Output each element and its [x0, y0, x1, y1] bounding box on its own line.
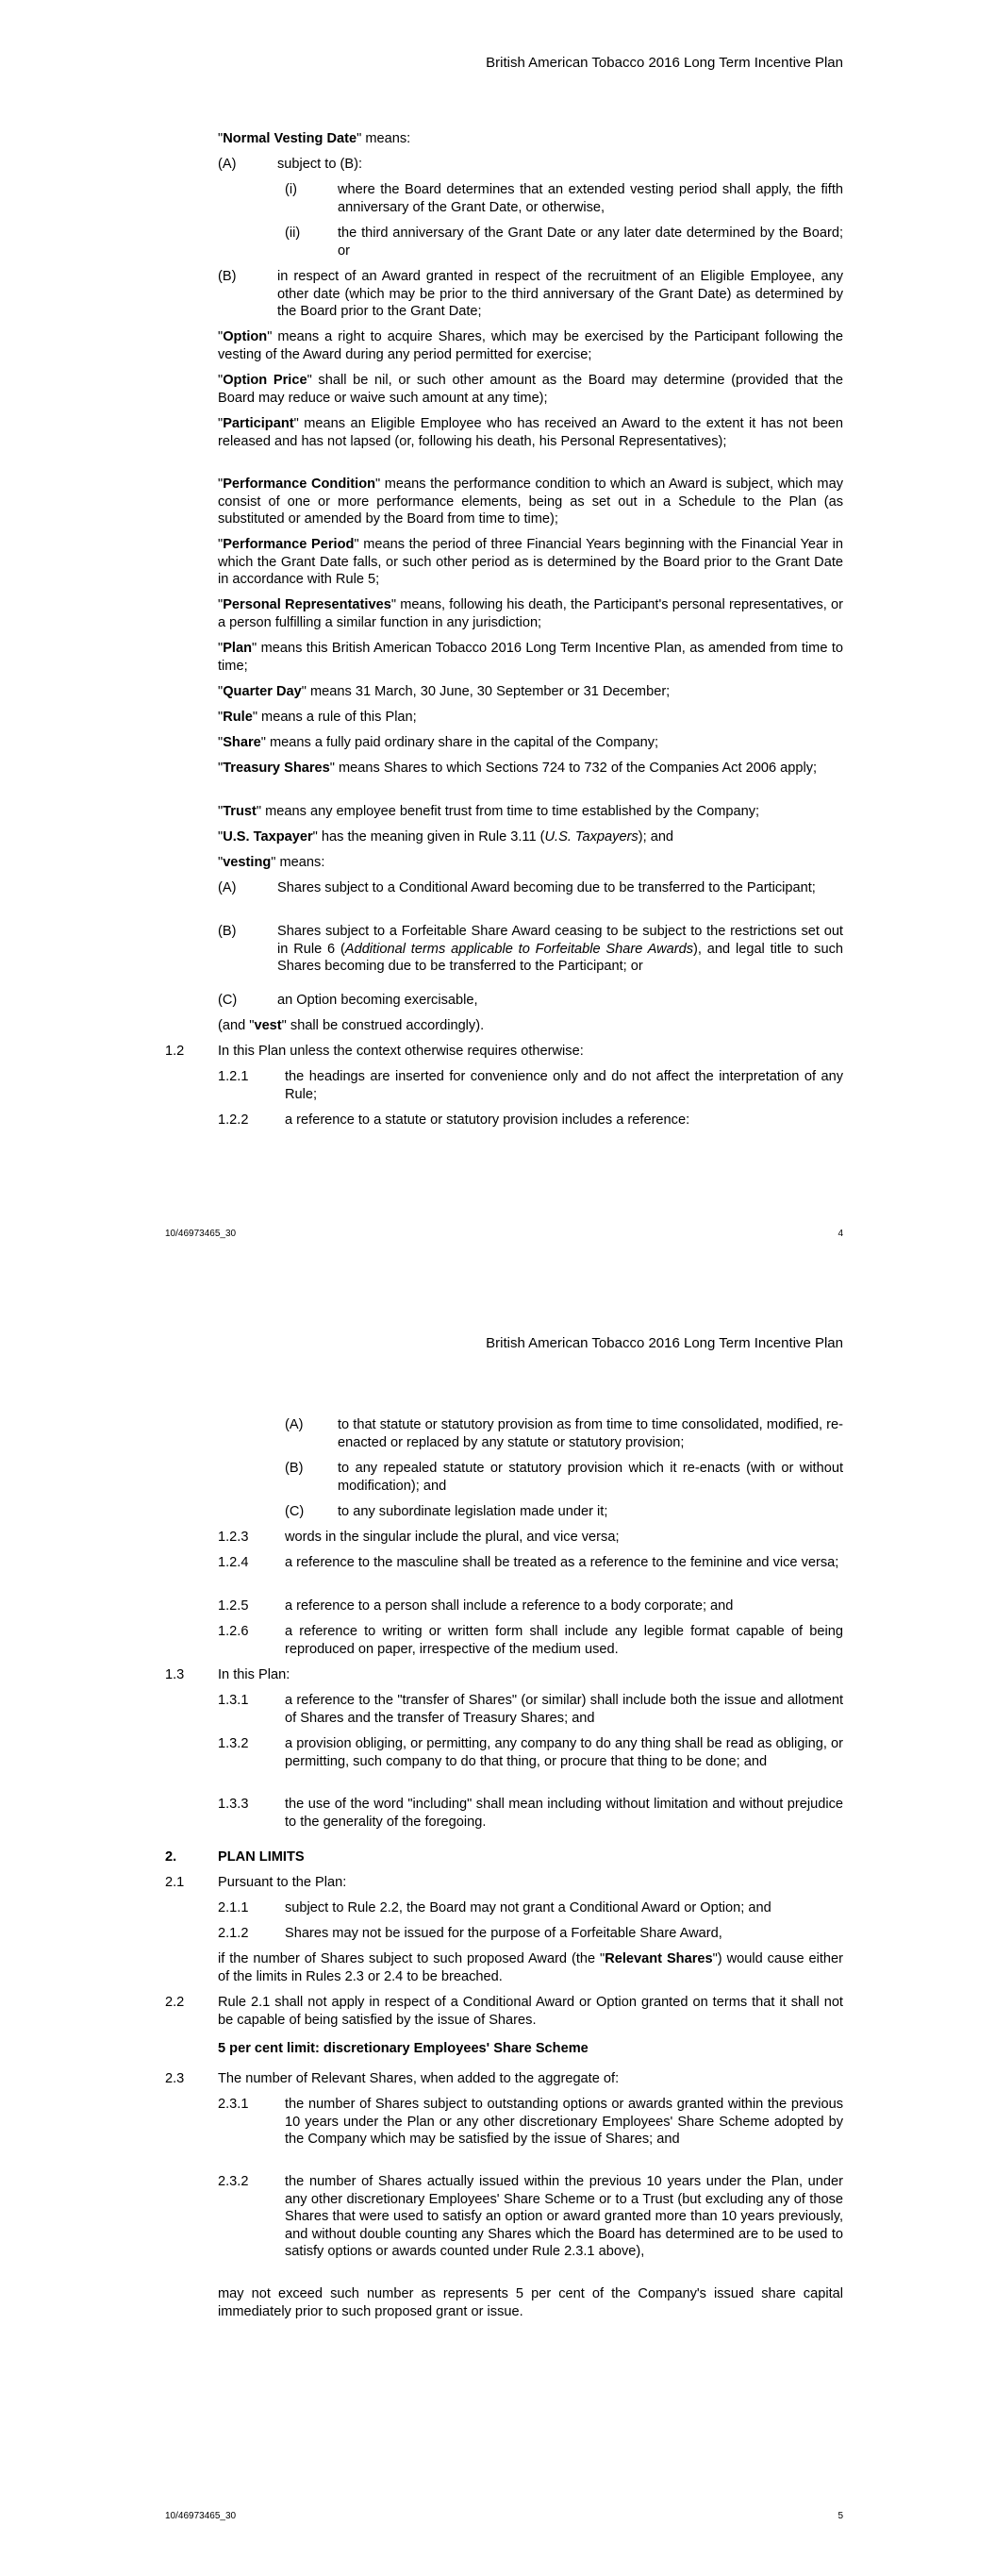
clause-text: a reference to writing or written form shall include any legible format capable of being reproduced on paper, irrespective of the medium used.	[285, 1624, 843, 1657]
item-text: to any subordinate legislation made under it;	[338, 1504, 608, 1519]
vest-construction: (and "vest" shall be construed accordingly).	[218, 1018, 485, 1033]
clause-number: 2.1	[165, 1875, 185, 1890]
definition-performance-condition: "Performance Condition" means the performance condition to which an Award is subject, which may consist of one or more performance elements, being as set out in a Schedule to the Plan (as substituted or amended by the Board from time to time);	[218, 477, 843, 527]
item-text: to that statute or statutory provision as from time to time consolidated, modified, re-enacted or replaced by any statute or statutory provision;	[338, 1417, 843, 1450]
clause-text: a reference to a person shall include a reference to a body corporate; and	[285, 1598, 734, 1614]
item-label: (B)	[285, 1461, 304, 1476]
clause-tail: may not exceed such number as represents 5 per cent of the Company's issued share capital immediately prior to such proposed grant or issue.	[218, 2286, 843, 2319]
definition-vesting: "vesting" means:	[218, 855, 325, 870]
item-label: (ii)	[285, 226, 301, 241]
clause-text: subject to Rule 2.2, the Board may not grant a Conditional Award or Option; and	[285, 1900, 771, 1915]
clause-text: the headings are inserted for convenience only and do not affect the interpretation of any Rule;	[285, 1069, 843, 1102]
item-text: the third anniversary of the Grant Date or any later date determined by the Board; or	[338, 226, 843, 259]
clause-number: 1.2.6	[218, 1624, 249, 1639]
section-title: PLAN LIMITS	[218, 1849, 305, 1865]
clause-number: 1.3.2	[218, 1736, 249, 1751]
clause-text: In this Plan:	[218, 1667, 290, 1682]
clause-text: a provision obliging, or permitting, any company to do any thing shall be read as obliging, or permitting, such company to do that thing, or procure that thing to be done; and	[285, 1736, 843, 1769]
page-header: British American Tobacco 2016 Long Term Incentive Plan	[486, 1335, 843, 1351]
clause-number: 1.3.3	[218, 1797, 249, 1812]
clause-number: 2.3.1	[218, 2097, 249, 2112]
clause-number: 2.1.2	[218, 1926, 249, 1941]
definition-option: "Option" means a right to acquire Shares, which may be exercised by the Participant following the vesting of the Award during any period permitted for exercise;	[218, 329, 843, 362]
clause-number: 1.2	[165, 1044, 185, 1059]
clause-text: the number of Shares subject to outstanding options or awards granted within the previous 10 years under the Plan or any other discretionary Employees' Share Scheme adopted by the Company which may be satisfied by the issue of Shares; and	[285, 2097, 843, 2147]
clause-number: 2.3.2	[218, 2174, 249, 2189]
item-label: (A)	[285, 1417, 304, 1432]
clause-number: 1.2.5	[218, 1598, 249, 1614]
defined-term: Normal Vesting Date	[223, 131, 357, 146]
definition-option-price: "Option Price" shall be nil, or such other amount as the Board may determine (provided that the Board may reduce or waive such amount at any time);	[218, 373, 844, 406]
definition-personal-representatives: "Personal Representatives" means, following his death, the Participant's personal representatives, or a person fulfilling a similar function in any jurisdiction;	[218, 597, 843, 630]
clause-text: the number of Shares actually issued within the previous 10 years under the Plan, under any other discretionary Employees' Share Scheme or to a Trust (but excluding any of those Shares that were used to satisfy an option or award granted more than 10 years previously, and without double counting any Shares which the Board has determined are to be used to satisfy options or awards counted under Rule 2.3.1 above),	[285, 2174, 843, 2259]
clause-text: the use of the word "including" shall mean including without limitation and without prejudice to the generality of the foregoing.	[285, 1797, 843, 1830]
clause-number: 1.2.4	[218, 1555, 249, 1570]
definition-share: "Share" means a fully paid ordinary share in the capital of the Company;	[218, 735, 659, 750]
definition-us-taxpayer: "U.S. Taxpayer" has the meaning given in Rule 3.11 (U.S. Taxpayers); and	[218, 829, 674, 845]
clause-number: 2.1.1	[218, 1900, 249, 1915]
item-text: Shares subject to a Forfeitable Share Award ceasing to be subject to the restrictions set out in Rule 6 (Additional terms applicable to Forfeitable Share Awards), and legal title to such Shares becoming due to be transferred to the Participant; or	[277, 924, 843, 974]
clause-text: The number of Relevant Shares, when added to the aggregate of:	[218, 2071, 620, 2086]
page-number: 5	[837, 2511, 843, 2521]
definition-performance-period: "Performance Period" means the period of three Financial Years beginning with the Financial Year in which the Grant Date falls, or such other period as is determined by the Board prior to the Grant Date in accordance with Rule 5;	[218, 537, 843, 587]
clause-number: 2.2	[165, 1995, 185, 2010]
clause-tail: if the number of Shares subject to such proposed Award (the "Relevant Shares") would cause either of the limits in Rules 2.3 or 2.4 to be breached.	[218, 1951, 843, 1984]
item-text: an Option becoming exercisable,	[277, 993, 478, 1008]
definition-rule: "Rule" means a rule of this Plan;	[218, 710, 417, 725]
subsection-heading: 5 per cent limit: discretionary Employees' Share Scheme	[218, 2041, 589, 2056]
clause-text: a reference to the "transfer of Shares" (or similar) shall include both the issue and allotment of Shares and the transfer of Treasury Shares; and	[285, 1693, 843, 1726]
clause-number: 1.3.1	[218, 1693, 249, 1708]
clause-number: 1.3	[165, 1667, 185, 1682]
definition-plan: "Plan" means this British American Tobacco 2016 Long Term Incentive Plan, as amended from time to time;	[218, 641, 843, 674]
page-header: British American Tobacco 2016 Long Term Incentive Plan	[486, 55, 843, 71]
clause-text: words in the singular include the plural, and vice versa;	[285, 1530, 620, 1545]
definition-trust: "Trust" means any employee benefit trust from time to time established by the Company;	[218, 804, 760, 819]
clause-number: 1.2.1	[218, 1069, 249, 1084]
clause-number: 1.2.3	[218, 1530, 249, 1545]
page-5	[0, 1288, 995, 2576]
item-text: Shares subject to a Conditional Award becoming due to be transferred to the Participant;	[277, 880, 816, 895]
item-label: (C)	[218, 993, 238, 1008]
clause-text: In this Plan unless the context otherwise requires otherwise:	[218, 1044, 584, 1059]
item-label: (B)	[218, 924, 237, 939]
clause-number: 2.3	[165, 2071, 185, 2086]
clause-text: a reference to the masculine shall be treated as a reference to the feminine and vice versa;	[285, 1555, 839, 1570]
item-text: subject to (B):	[277, 157, 363, 172]
clause-text: Pursuant to the Plan:	[218, 1875, 347, 1890]
footer-reference: 10/46973465_30	[165, 2511, 237, 2521]
definition-normal-vesting-date: "Normal Vesting Date" means:	[218, 131, 411, 146]
definition-participant: "Participant" means an Eligible Employee who has received an Award to the extent it has not been released and has not lapsed (or, following his death, his Personal Representatives);	[218, 416, 843, 449]
definition-quarter-day: "Quarter Day" means 31 March, 30 June, 30 September or 31 December;	[218, 684, 671, 699]
item-text: to any repealed statute or statutory provision which it re-enacts (with or without modification); and	[338, 1461, 843, 1494]
definition-treasury-shares: "Treasury Shares" means Shares to which Sections 724 to 732 of the Companies Act 2006 apply;	[218, 761, 818, 776]
item-label: (A)	[218, 880, 237, 895]
clause-text: Rule 2.1 shall not apply in respect of a Conditional Award or Option granted on terms that it shall not be capable of being satisfied by the issue of Shares.	[218, 1995, 843, 2028]
item-label: (B)	[218, 269, 237, 284]
item-text: in respect of an Award granted in respect of the recruitment of an Eligible Employee, any other date (which may be prior to the third anniversary of the Grant Date) as determined by the Board prior to the Grant Date;	[277, 269, 843, 319]
page-number: 4	[837, 1229, 843, 1239]
item-label: (i)	[285, 182, 297, 197]
footer-reference: 10/46973465_30	[165, 1229, 237, 1239]
item-label: (A)	[218, 157, 237, 172]
clause-text: a reference to a statute or statutory provision includes a reference:	[285, 1112, 690, 1128]
clause-number: 1.2.2	[218, 1112, 249, 1128]
clause-text: Shares may not be issued for the purpose of a Forfeitable Share Award,	[285, 1926, 722, 1941]
item-label: (C)	[285, 1504, 305, 1519]
section-number: 2.	[165, 1849, 177, 1865]
item-text: where the Board determines that an extended vesting period shall apply, the fifth anniversary of the Grant Date, or otherwise,	[338, 182, 843, 215]
